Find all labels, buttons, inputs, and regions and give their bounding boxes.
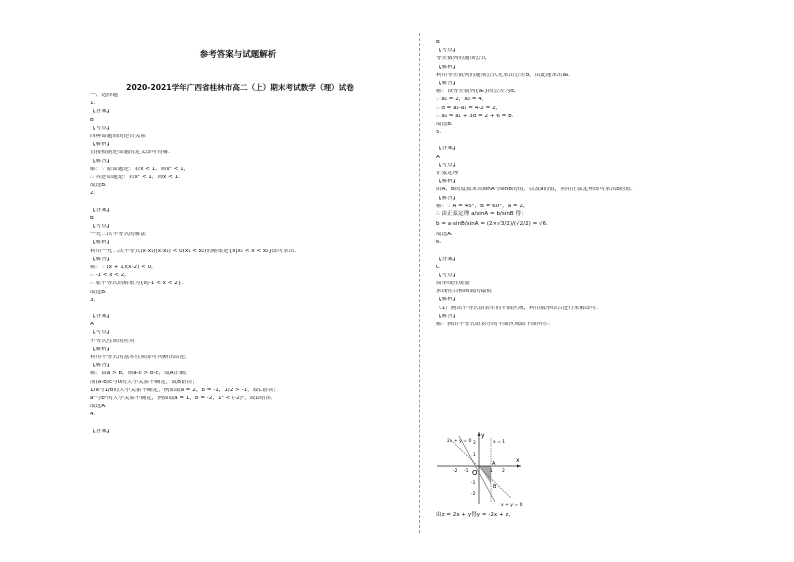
y-tick-label: 2 <box>473 441 476 446</box>
text-line: 1/a与1/b的大小关系不确定，例如取a = 2，b = -1，1/2 > -1，故C错误； <box>90 387 280 393</box>
point-label: B <box>493 484 497 490</box>
linear-programming-graph <box>433 428 525 508</box>
text-line: A <box>90 322 94 328</box>
text-line: 解：∵ (x + 1)(x-2) < 0， <box>90 264 157 270</box>
line-label: x + y = 0 <box>501 503 523 508</box>
text-line: 【答案】 <box>90 314 113 320</box>
text-line: 【考点】 <box>90 330 113 336</box>
text-line: ∴ 其逆命题是：若x² < 1，则x < 1. <box>90 174 180 180</box>
right-column-formula <box>436 212 756 232</box>
text-line: 解：∵ A = 45°，B = 60°，a = 2， <box>436 203 529 209</box>
text-line: B <box>436 40 440 45</box>
text-line: 【考点】 <box>436 272 459 278</box>
right-column-top <box>436 40 756 212</box>
exam-title: 2020-2021学年广西省桂林市高二（上）期末考试数学（理）试卷 <box>126 83 354 92</box>
y-axis-label: y <box>481 432 485 439</box>
x-tick-label: -2 <box>453 469 458 474</box>
text-line: 【答案】 <box>90 109 113 115</box>
point-label: A <box>492 461 496 467</box>
text-line <box>436 248 756 256</box>
graph-followup-text: 由z = 2x + y得y = -2x + z， <box>436 512 515 518</box>
line-label: 2x + y = 0 <box>447 439 472 444</box>
text-line: 【解答】 <box>436 80 459 86</box>
text-line: 【答案】 <box>436 146 459 152</box>
text-line: 故选B. <box>90 183 107 189</box>
text-line: 6. <box>436 240 442 246</box>
text-line: 利用一元二次不等式(x-x₁)(x-x₂) < 0(x₁ < x₂)的解集是{x|x₁ < x < x₂}即可求出. <box>90 248 297 254</box>
y-tick-label: -1 <box>471 481 476 486</box>
origin-label: O <box>472 469 478 477</box>
y-tick-label: -2 <box>471 492 476 497</box>
text-line: ∵ a₁ = 2，a₂ = 4， <box>436 97 488 103</box>
text-line: 5. <box>436 130 442 136</box>
text-line: 故选B. <box>436 121 453 127</box>
text-line: 不等式性质的应用 <box>90 338 135 344</box>
x-tick-label: 1 <box>490 469 493 474</box>
text-line: 【解答】 <box>436 195 459 201</box>
text-line: 由A，B的度数求出sinA与sinB的值，以及a的值，利用正弦定理即可求出b的值. <box>436 187 633 193</box>
text-line: 【考点】 <box>436 48 459 54</box>
text-line: A <box>436 154 440 160</box>
text-line: 【解析】 <box>436 64 459 70</box>
text-line: 故选A. <box>436 231 453 237</box>
text-line: 【考点】 <box>90 125 113 131</box>
text-line: a²与b²的大小关系不确定，例如取a = 1，b = -2，1² < (-2)²，故D错误. <box>90 395 273 401</box>
text-line: 【解答】 <box>90 256 113 262</box>
text-line: 【考点】 <box>90 224 113 229</box>
text-line <box>90 306 410 314</box>
text-line: 而(a-b)c与0的大小关系不确定，故B错误； <box>90 379 198 385</box>
x-tick-label: 2 <box>502 469 505 474</box>
text-line: 四种命题间的逆否关系 <box>90 133 146 139</box>
x-axis-label: x <box>516 457 520 464</box>
right-column-bottom <box>436 232 756 330</box>
text-line: 【考点】 <box>436 162 459 168</box>
right-column <box>436 40 756 330</box>
text-line <box>436 138 756 146</box>
text-line: b = a·sinB/sinA = (2×√3/2)/(√2/2) = √6. <box>436 220 548 227</box>
text-line: 1. <box>90 101 96 107</box>
text-line: 故选B. <box>90 289 107 295</box>
column-divider <box>419 33 420 533</box>
text-line: B <box>90 215 94 221</box>
text-line: 求线性目标函数的最值 <box>436 289 492 295</box>
text-line: 解：∵ 原命题是：若x < 1，则x² < 1， <box>90 166 190 172</box>
text-line: 【答案】 <box>90 428 113 434</box>
text-line: 一元二次不等式的解法 <box>90 232 146 238</box>
text-line: 【解答】 <box>90 363 113 369</box>
text-line: 2. <box>90 191 96 197</box>
text-line: 【答案】 <box>436 256 459 262</box>
text-line: 【解析】 <box>90 240 113 246</box>
text-line: C <box>436 264 440 270</box>
page-title: 参考答案与试题解析 <box>199 50 277 60</box>
text-line: ∴ 原不等式的解集为{x|-1 < x < 2}. <box>90 281 184 287</box>
text-line: ∴ -1 < x < 2， <box>90 273 130 279</box>
text-line: B <box>90 117 94 123</box>
text-line: 【解析】 <box>90 142 113 148</box>
text-line: 解：画出不等式组表示的平面区域如下图所示： <box>436 322 554 327</box>
left-column <box>90 93 410 437</box>
text-line: 解：设等差数列{aₙ}的公差为d， <box>436 89 520 95</box>
y-tick-label: 1 <box>473 453 476 458</box>
line-label: x = 1 <box>493 440 506 445</box>
text-line: ∴ a₄ = a₁ + 3d = 2 + 6 = 8. <box>436 113 514 119</box>
text-line: 直接根据逆命题的定义即可得解. <box>90 150 171 156</box>
text-line: 利用等差数列的通项公式先求出公差d，由此能求出a₆. <box>436 72 571 78</box>
text-line: ∴ d = a₂-a₁ = 4-2 = 2， <box>436 105 502 111</box>
text-line <box>90 199 410 207</box>
text-line: 一、选择题 <box>90 93 118 98</box>
text-line: 故选A. <box>90 404 107 410</box>
text-line: 等差数列的通项公式 <box>436 56 487 62</box>
text-line: 解：由a > b，则a-c > b-c，故A正确； <box>90 371 191 377</box>
text-line: 【解析】 <box>436 179 459 185</box>
x-tick-label: -1 <box>464 469 469 474</box>
text-line: 利用不等式的基本性质即可判断出结论. <box>90 355 187 360</box>
text-line: 3. <box>90 297 96 303</box>
text-line: 【解析】 <box>90 346 113 352</box>
text-line: 4. <box>90 412 96 418</box>
text-line: ∴ 由正弦定理 a/sinA = b/sinB 得： <box>436 210 527 217</box>
text-line: （1）画出不等式组表示的平面区域，利用数形结合进行求解即可. <box>436 305 598 311</box>
text-line: 简单线性规划 <box>436 281 470 287</box>
text-line: 【解析】 <box>436 297 459 303</box>
x-axis-arrow <box>517 465 521 468</box>
text-line: 【答案】 <box>90 207 113 213</box>
text-line: 【解答】 <box>436 313 459 319</box>
text-line <box>90 421 410 429</box>
text-line: 正弦定理 <box>436 171 459 176</box>
text-line: 【解答】 <box>90 158 113 164</box>
